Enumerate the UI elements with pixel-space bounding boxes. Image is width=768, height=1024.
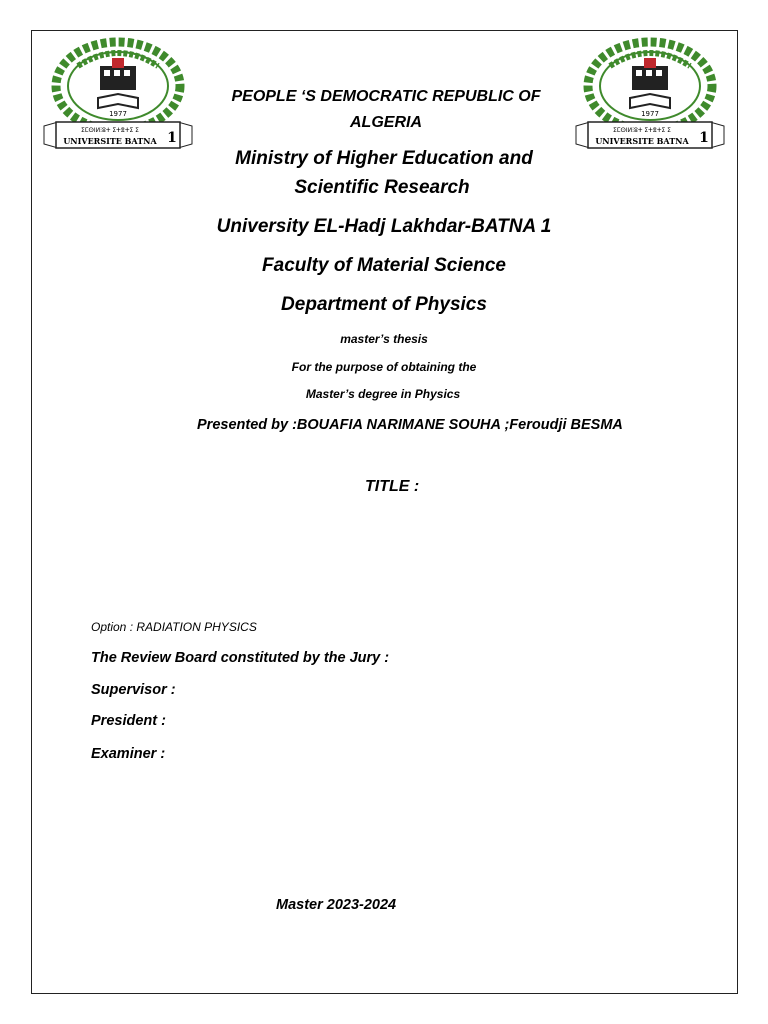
supervisor-label: Supervisor : xyxy=(91,682,176,698)
university-name: University EL-Hadj Lakhdar-BATNA 1 xyxy=(216,216,552,237)
academic-year: Master 2023-2024 xyxy=(276,897,397,913)
svg-text:ⵉⵎⵙⵏⵍⵗⵓⵜ ⵉⵜⴻⵜⵉ ⵉ: ⵉⵎⵙⵏⵍⵗⵓⵜ ⵉⵜⴻⵜⵉ ⵉ xyxy=(81,127,139,134)
option-label: Option : xyxy=(91,620,137,634)
department-name: Department of Physics xyxy=(281,294,487,315)
ministry-line-1: Ministry of Higher Education and xyxy=(235,148,533,169)
review-board-heading: The Review Board constituted by the Jury : xyxy=(91,650,390,666)
page-border xyxy=(31,30,738,994)
svg-text:ⵉⵎⵙⵏⵍⵗⵓⵜ ⵉⵜⴻⵜⵉ ⵉ: ⵉⵎⵙⵏⵍⵗⵓⵜ ⵉⵜⴻⵜⵉ ⵉ xyxy=(613,127,671,134)
option-value: RADIATION PHYSICS xyxy=(136,620,257,634)
svg-text:1977: 1977 xyxy=(109,110,127,118)
republic-line-1: PEOPLE ‘S DEMOCRATIC REPUBLIC OF xyxy=(231,88,541,105)
svg-text:1977: 1977 xyxy=(641,110,659,118)
thesis-type: master’s thesis xyxy=(340,332,428,346)
option-line xyxy=(91,620,257,634)
examiner-label: Examiner : xyxy=(91,746,166,762)
republic-line-2: ALGERIA xyxy=(350,114,422,131)
purpose-line-1: For the purpose of obtaining the xyxy=(291,360,477,374)
faculty-name: Faculty of Material Science xyxy=(262,255,506,276)
svg-text:UNIVERSITE BATNA: UNIVERSITE BATNA xyxy=(63,136,157,146)
svg-text:1: 1 xyxy=(167,130,177,146)
president-label: President : xyxy=(91,713,166,729)
svg-text:1: 1 xyxy=(699,130,709,146)
ministry-line-2: Scientific Research xyxy=(294,177,470,198)
presented-by: Presented by :BOUAFIA NARIMANE SOUHA ;Feroudji BESMA xyxy=(197,417,623,433)
svg-text:UNIVERSITE BATNA: UNIVERSITE BATNA xyxy=(595,136,689,146)
purpose-line-2: Master’s degree in Physics xyxy=(305,387,461,401)
title-label: TITLE : xyxy=(365,478,420,495)
